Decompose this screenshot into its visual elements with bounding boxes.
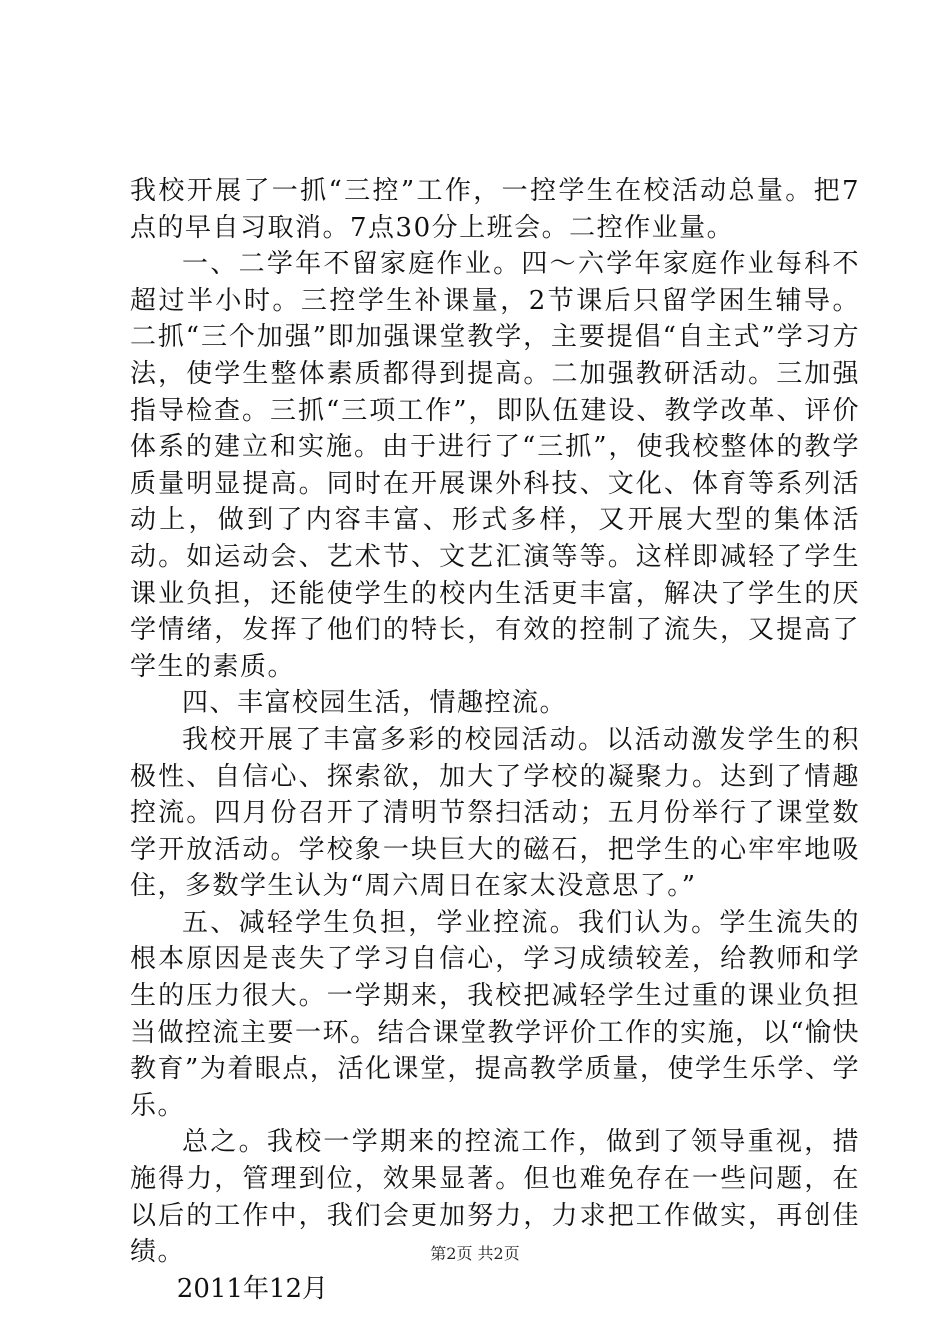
paragraph-heading-five: 五、减轻学生负担，学业控流。我们认为。学生流失的根本原因是丧失了学习自信心，学习成绩较差，给教师和学生的压力很大。一学期来，我校把减轻学生过重的课业负担当做控流主要一环。结合课堂教学评价工作的实施，以“愉快教育”为着眼点，活化课堂，提高教学质量，使学生乐学、学乐。 (130, 907, 860, 1121)
paragraph-campus-activities: 我校开展了丰富多彩的校园活动。以活动激发学生的积极性、自信心、探索欲，加大了学校的凝聚力。达到了情趣控流。四月份召开了清明节祭扫活动；五月份举行了课堂数学开放活动。学校象一块巨大的磁石，把学生的心牢牢地吸住，多数学生认为“周六周日在家太没意思了。” (130, 724, 860, 902)
page-footer (0, 1243, 950, 1265)
paragraph-heading-four: 四、丰富校园生活，情趣控流。 (182, 688, 568, 719)
paragraph-summary: 总之。我校一学期来的控流工作，做到了领导重视，措施得力，管理到位，效果显著。但也难免存在一些问题，在以后的工作中，我们会更加努力，力求把工作做实，再创佳绩。 (130, 1127, 860, 1268)
page-number-label: 第2页 共2页 (430, 1244, 520, 1263)
paragraph-controls: 一、二学年不留家庭作业。四～六学年家庭作业每科不超过半小时。三控学生补课量，2节课后只留学困生辅导。二抓“三个加强”即加强课堂教学，主要提倡“自主式”学习方法，使学生整体素质都得到提高。二加强教研活动。三加强指导检查。三抓“三项工作”，即队伍建设、教学改革、评价体系的建立和实施。由于进行了“三抓”，使我校整体的教学质量明显提高。同时在开展课外科技、文化、体育等系列活动上，做到了内容丰富、形式多样，又开展大型的集体活动。如运动会、艺术节、文艺汇演等等。这样即减轻了学生课业负担，还能使学生的校内生活更丰富，解决了学生的厌学情绪，发挥了他们的特长，有效的控制了流失，又提高了学生的素质。 (130, 249, 860, 682)
paragraph-intro: 我校开展了一抓“三控”工作，一控学生在校活动总量。把7点的早自习取消。7点30分上班会。二控作业量。 (130, 176, 860, 243)
document-date: 2011年12月 (176, 1273, 329, 1304)
document-body (130, 173, 860, 1307)
